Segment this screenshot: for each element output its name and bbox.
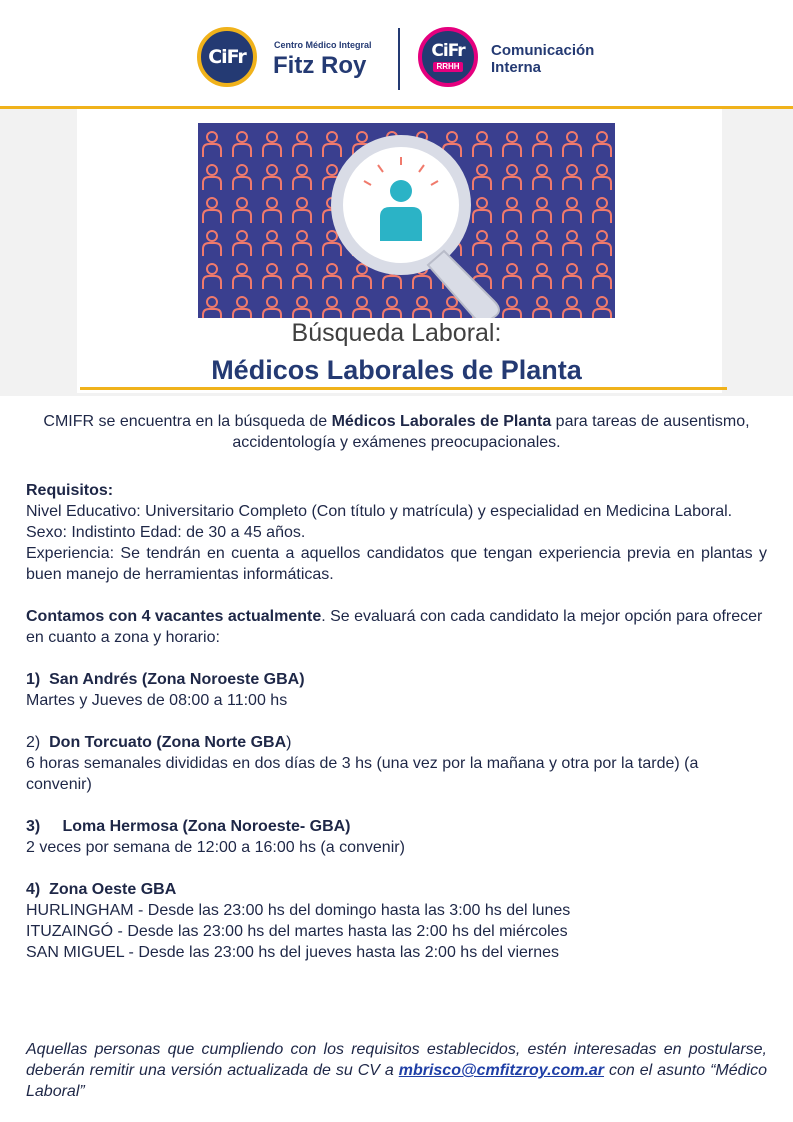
- vacantes-paragraph: [26, 606, 767, 648]
- com-line1: Comunicación: [491, 42, 595, 59]
- search-banner-illustration: [198, 123, 615, 318]
- zona-name: San Andrés (Zona Noroeste GBA): [49, 671, 305, 688]
- rrhh-glyph: CiFr: [431, 40, 465, 61]
- closing-post: con el asunto “Médico Laboral”: [26, 1062, 767, 1100]
- vacantes-bold: Contamos con 4 vacantes actualmente: [26, 608, 322, 625]
- logo-glyph: CiFr: [208, 46, 246, 68]
- zona-line: SAN MIGUEL - Desde las 23:00 hs del jueves hasta las 2:00 hs del viernes: [26, 944, 560, 961]
- zona-line: ITUZAINGÓ - Desde las 23:00 hs del martes hasta las 2:00 hs del miércoles: [26, 923, 568, 940]
- requirements-section: [26, 480, 767, 963]
- zona-line: 2 veces por semana de 12:00 a 16:00 hs (a convenir): [26, 839, 405, 856]
- zona-num: 1): [26, 671, 41, 688]
- header: [0, 0, 793, 108]
- closing-text: Aquellas personas que cumpliendo con los requisitos establecidos, estén interesadas en postularse, deberán remitir una versión actualizada de su CV a: [26, 1041, 767, 1079]
- zona-item: [26, 732, 767, 795]
- zona-name: Loma Hermosa (Zona Noroeste- GBA): [62, 818, 351, 835]
- zona-item: [26, 669, 767, 711]
- zona-line: Martes y Jueves de 08:00 a 11:00 hs: [26, 692, 288, 709]
- zona-item: [26, 879, 767, 963]
- intro-paragraph: [26, 411, 767, 453]
- contact-email-link[interactable]: mbrisco@cmfitzroy.com.ar: [398, 1062, 605, 1079]
- requisito-sexo: Sexo: Indistinto Edad: de 30 a 45 años.: [26, 524, 306, 541]
- zona-name: Zona Oeste GBA: [49, 881, 177, 898]
- brand-name: Fitz Roy: [273, 52, 367, 79]
- rrhh-logo: [418, 27, 478, 87]
- intro-bold: Médicos Laborales de Planta: [331, 413, 552, 430]
- cmifr-logo: [197, 27, 257, 87]
- com-line2: Interna: [491, 59, 542, 76]
- intro-pre: CMIFR se encuentra en la búsqueda de: [43, 413, 332, 430]
- zona-num: 3): [26, 818, 41, 835]
- header-divider: [398, 28, 400, 90]
- closing-paragraph: [26, 1039, 767, 1102]
- title-line2: Médicos Laborales de Planta: [211, 355, 582, 385]
- intro-post: para tareas de ausentismo, accidentología y exámenes preocupacionales.: [232, 413, 750, 451]
- requisitos-heading: Requisitos:: [26, 482, 114, 499]
- zona-line: HURLINGHAM - Desde las 23:00 hs del domingo hasta las 3:00 hs del lunes: [26, 902, 571, 919]
- title-line1: Búsqueda Laboral:: [291, 319, 502, 347]
- requisito-experiencia: Experiencia: Se tendrán en cuenta a aquellos candidatos que tengan experiencia previa en plantas y buen manejo de herramientas informáticas.: [26, 545, 767, 583]
- zona-line: 6 horas semanales divididas en dos días de 3 hs (una vez por la mañana y otra por la tarde) (a convenir): [26, 755, 699, 793]
- vacantes-rest: . Se evaluará con cada candidato la mejor opción para ofrecer en cuanto a zona y horario:: [26, 608, 763, 646]
- requisito-nivel: Nivel Educativo: Universitario Completo (Con título y matrícula) y especialidad en Medicina Laboral.: [26, 503, 733, 520]
- brand-subtitle: Centro Médico Integral: [274, 40, 372, 50]
- title-rule: [80, 387, 727, 390]
- comunicacion-interna: [491, 42, 594, 76]
- rrhh-tag: RRHH: [433, 62, 462, 72]
- zona-name: Don Torcuato (Zona Norte GBA: [49, 734, 287, 751]
- zona-num: 2): [26, 734, 41, 751]
- zona-suffix: ): [286, 734, 292, 751]
- zona-item: [26, 816, 767, 858]
- zona-num: 4): [26, 881, 41, 898]
